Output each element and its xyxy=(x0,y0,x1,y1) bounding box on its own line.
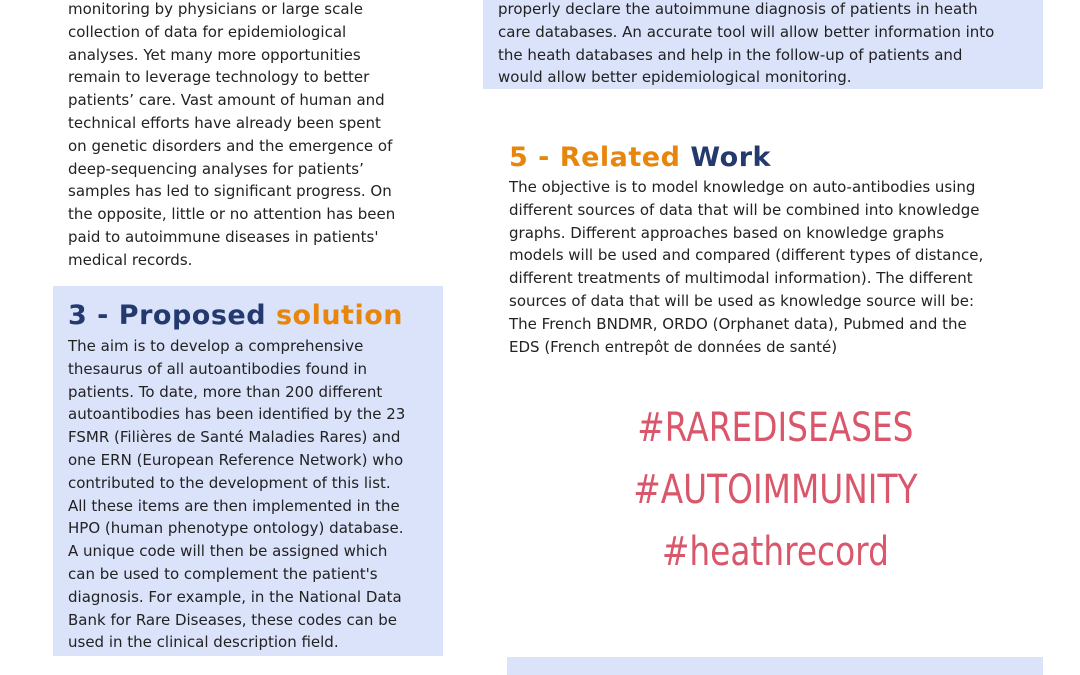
top-right-text: properly declare the autoimmune diagnosis of patients in heath care databases. An accurate tool will allow better information into the heath databases and help in the follow-up of patients and would allow better epidemiological monitoring. xyxy=(498,0,995,87)
section5-heading xyxy=(509,142,771,174)
section3-heading-accent: solution xyxy=(275,300,403,331)
top-right-paragraph xyxy=(498,0,1026,89)
section5-heading-number: 5 - Related xyxy=(509,142,681,173)
hashtag-rare-diseases: #RAREDISEASES xyxy=(636,405,914,451)
section3-heading-number: 3 - Proposed xyxy=(68,300,267,331)
hashtag-autoimmunity: #AUTOIMMUNITY xyxy=(632,467,918,513)
section3-paragraph xyxy=(68,335,426,654)
bottom-right-panel xyxy=(507,657,1043,675)
section5-text: The objective is to model knowledge on auto-antibodies using different sources of data that will be combined into knowledge graphs. Different approaches based on knowledge graphs models will be used and compared (different types of distance, different treatments of multimodal information). The different sources of data that will be used as knowledge source will be: The French BNDMR, ORDO (Orphanet data), Pubmed and the EDS (French entrepôt de données de santé) xyxy=(509,178,984,356)
section3-heading xyxy=(68,300,403,332)
section3-text: The aim is to develop a comprehensive thesaurus of all autoantibodies found in patients. To date, more than 200 different autoantibodies has been identified by the 23 FSMR (Filières de Santé Maladies Rares) and one ERN (European Reference Network) who contributed to the development of this list. All these items are then implemented in the HPO (human phenotype ontology) database. A unique code will then be assigned which can be used to complement the patient's diagnosis. For example, in the National Data Bank for Rare Diseases, these codes can be used in the clinical description field. xyxy=(68,337,406,652)
section5-heading-rest: Work xyxy=(690,142,771,173)
intro-text: monitoring by physicians or large scale collection of data for epidemiological analyses. Yet many more opportunities remain to leverage technology to better patients’ care. Vast amount of human and technical efforts have already been spent on genetic disorders and the emergence of deep-sequencing analyses for patients’ samples has led to significant progress. On the opposite, little or no attention has been paid to autoimmune diseases in patients' medical records. xyxy=(68,0,396,269)
intro-paragraph xyxy=(68,0,418,272)
section5-paragraph xyxy=(509,176,1015,358)
hashtag-heathrecord: #heathrecord xyxy=(661,529,889,575)
